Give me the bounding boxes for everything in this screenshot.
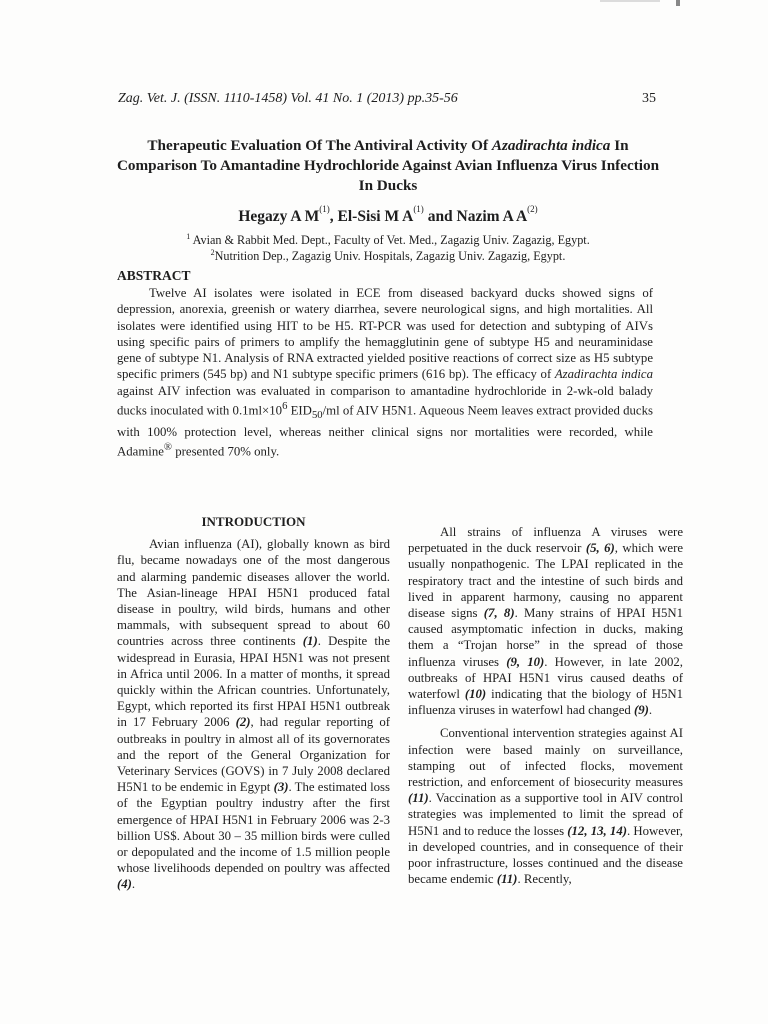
author-1: Hegazy A M	[238, 208, 320, 226]
journal-citation: Zag. Vet. J. (ISSN. 1110-1458) Vol. 41 No. 1 (2013) pp.35-56	[118, 91, 458, 106]
affiliation-marker: 2	[210, 248, 215, 257]
author-3-affil: (2)	[527, 204, 538, 214]
affiliation-1	[110, 232, 666, 248]
paragraph-text: , had regular reporting of outbreaks in poultry in almost all of its governorates and the report of the General Organization for Veterinary Services (GOVS) in 7 July 2008 declared H5N1 to be endemic in Egypt	[117, 715, 391, 795]
scan-artifact	[676, 0, 680, 6]
citation-ref: (9)	[634, 703, 649, 718]
author-1-affil: (1)	[319, 204, 330, 214]
paragraph-text: Avian influenza (AI), globally known as bird flu, became nowadays one of the most dangerous and alarming pandemic diseases allover the world. The Asian-lineage HPAI H5N1 produced fatal disease in poultry, wild birds, humans and other mammals, with subsequent spread to about 60 countries across three continents	[117, 537, 390, 649]
paragraph-text: . Recently,	[517, 872, 572, 887]
author-2: , El-Sisi M A	[329, 208, 414, 226]
abstract-segment: /ml of AIV H5N1. Aqueous Neem leaves extract provided ducks with 100% protection level, whereas neither clinical signs nor mortalities were recorded, while Adamine	[117, 403, 653, 459]
citation-ref: (11)	[408, 791, 429, 806]
citation-ref: (5, 6)	[585, 541, 615, 556]
citation-ref: (12, 13, 14)	[567, 823, 627, 838]
affiliation-text: Avian & Rabbit Med. Dept., Faculty of Vet. Med., Zagazig Univ. Zagazig, Egypt.	[190, 233, 590, 248]
abstract-segment: presented 70% only.	[172, 444, 280, 459]
paragraph-text: indicating that the biology of H5N1 influenza viruses in waterfowl had changed	[408, 687, 683, 718]
citation-ref: (11)	[496, 872, 518, 887]
abstract-text	[117, 285, 653, 460]
paragraph-text: . The estimated loss of the Egyptian poultry industry after the first emergence of HPAI H5N1 in February 2006 was 2-3 billion US$. About 30 – 35 million birds were culled or depopulated and the income of 1.5 million people whose livelihoods depended on poultry was affected	[117, 780, 390, 876]
dose-exponent: 6	[282, 401, 288, 413]
author-2-affil: (1)	[413, 204, 424, 214]
scan-artifact	[600, 0, 660, 2]
title-text: Therapeutic Evaluation Of The Antiviral Activity Of	[147, 137, 492, 154]
citation-ref: (7, 8)	[483, 606, 515, 621]
paragraph-text: . Vaccination as a supportive tool in AIV control strategies was implemented to limit the spread of H5N1 and to reduce the losses	[408, 791, 683, 838]
citation-ref: (4)	[117, 877, 132, 892]
page-number: 35	[642, 91, 656, 106]
abstract-segment: against AIV infection was evaluated in comparison to amantadine hydrochloride in 2-wk-old balady ducks inoculated with 0.1ml×10	[117, 383, 653, 418]
registered-mark: ®	[163, 442, 173, 454]
paper-title	[110, 136, 666, 196]
author-list	[110, 204, 666, 226]
title-text: In Comparison To Amantadine Hydrochloride Against Avian Influenza Virus Infection In Ducks	[116, 137, 660, 194]
abstract-segment: Twelve AI isolates were isolated in ECE from diseased backyard ducks showed signs of depression, anorexia, greenish or watery diarrhea, severe neurological signs, and high mortalities. All isolates were identified using HIT to be H5. RT-PCR was used for detection and subtyping of AIVs using specific pairs of primers to amplify the hemagglutinin gene of subtype H5 and neuraminidase gene of subtype N1. Analysis of RNA extracted yielded positive reactions of correct size as H5 subtype specific primers (545 bp) and N1 subtype specific primers (616 bp). The efficacy of	[117, 286, 653, 382]
paragraph-text: . Despite the widespread in Eurasia, HPAI H5N1 was not present in Africa until 2006. In a matter of months, it spread quickly within the African countries. Unfortunately, Egypt, which reported its first HPAI H5N1 outbreak in 17 February 2006	[117, 634, 391, 730]
paragraph-text: Conventional intervention strategies against AI infection were based mainly on surveillance, stamping out of infected flocks, movement restriction, and enforcement of biosecurity measures	[408, 726, 683, 790]
paragraph	[408, 725, 683, 887]
title-species: Azadirachta indica	[491, 137, 611, 154]
abstract-heading: ABSTRACT	[117, 268, 191, 283]
paragraph-text: All strains of influenza A viruses were perpetuated in the duck reservoir	[408, 525, 683, 556]
right-column	[408, 524, 683, 887]
paragraph-text: . Many strains of HPAI H5N1 caused asymptomatic infection in ducks, making them a “Trojan horse” in the spread of those influenza viruses	[408, 606, 684, 669]
eid-subscript: 50	[311, 409, 323, 421]
abstract-segment: EID	[287, 403, 312, 418]
abstract-species: Azadirachta indica	[554, 367, 653, 382]
journal-header	[118, 91, 656, 107]
paragraph	[117, 536, 390, 892]
citation-ref: (2)	[235, 715, 251, 730]
affiliation-2	[110, 248, 666, 264]
paragraph-text: . However, in late 2002, outbreaks of HPAI H5N1 virus caused deaths of waterfowl	[408, 654, 683, 702]
introduction-heading: INTRODUCTION	[201, 514, 306, 529]
paragraph	[408, 524, 683, 718]
left-column	[117, 514, 390, 893]
citation-ref: (3)	[273, 780, 289, 795]
paragraph-text: .	[648, 703, 653, 718]
paragraph-text: . However, in developed countries, and in consequence of their poor infrastructure, losses continued and the disease became endemic	[408, 823, 683, 887]
citation-ref: (10)	[464, 687, 487, 702]
affiliation-marker: 1	[186, 232, 191, 241]
citation-ref: (1)	[302, 634, 318, 649]
citation-ref: (9, 10)	[506, 654, 545, 669]
paragraph-text: , which were usually nonpathogenic. The LPAI replicated in the respiratory tract and the intestine of such birds and lived in apparent harmony, causing no apparent disease signs	[408, 541, 684, 621]
affiliation-text: Nutrition Dep., Zagazig Univ. Hospitals, Zagazig Univ. Zagazig, Egypt.	[214, 249, 566, 264]
author-3: and Nazim A A	[423, 208, 528, 226]
paragraph-text: .	[131, 877, 136, 892]
